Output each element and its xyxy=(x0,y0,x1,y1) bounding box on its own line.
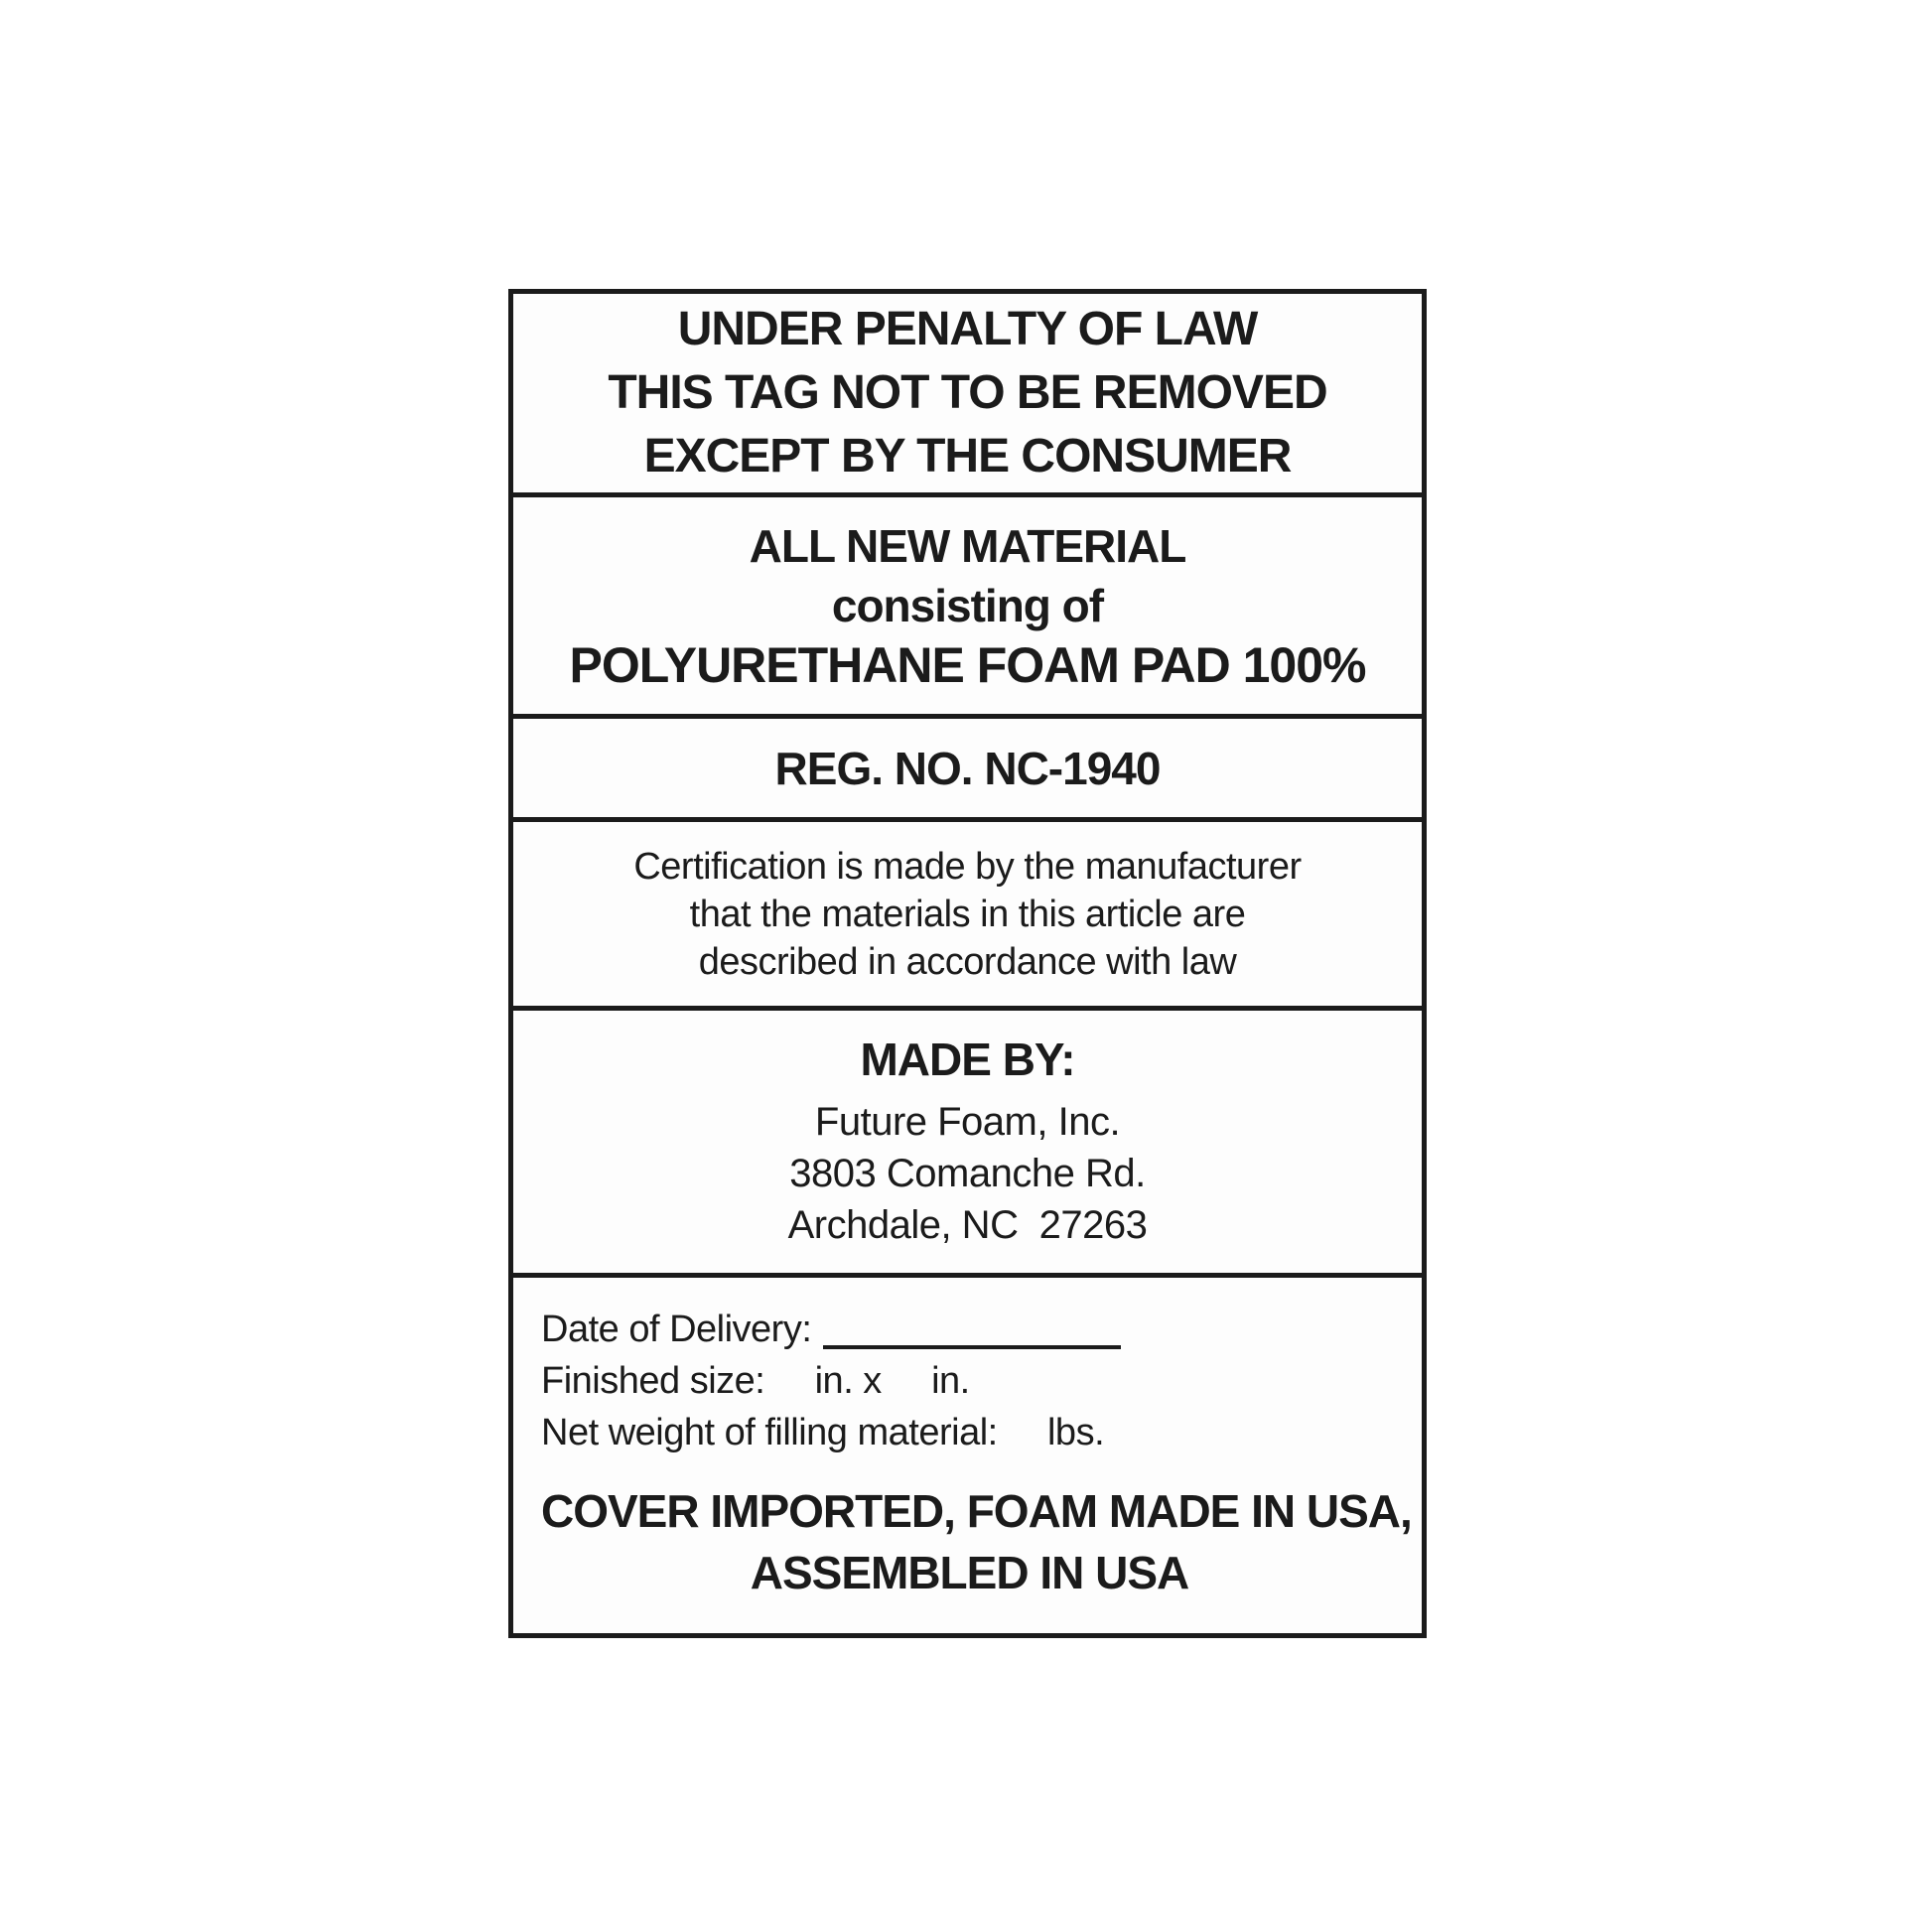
penalty-line-3: EXCEPT BY THE CONSUMER xyxy=(643,430,1292,483)
origin-line-1: COVER IMPORTED, FOAM MADE IN USA, xyxy=(541,1485,1412,1537)
manufacturer-city-state-zip: Archdale, NC 27263 xyxy=(787,1203,1148,1247)
penalty-section xyxy=(513,294,1422,492)
origin-line-2: ASSEMBLED IN USA xyxy=(750,1547,1189,1598)
material-line-3: POLYURETHANE FOAM PAD 100% xyxy=(569,637,1366,693)
certification-section xyxy=(513,817,1422,1006)
certification-line-2: that the materials in this article are xyxy=(689,893,1246,935)
made-by-section xyxy=(513,1006,1422,1273)
certification-line-3: described in accordance with law xyxy=(698,940,1237,983)
made-by-heading: MADE BY: xyxy=(860,1034,1075,1085)
net-weight-row: Net weight of filling material: lbs. xyxy=(541,1412,1105,1453)
registration-number: REG. NO. NC-1940 xyxy=(774,742,1161,794)
origin-statement xyxy=(541,1480,1412,1607)
material-line-2: consisting of xyxy=(831,580,1104,631)
manufacturer-street: 3803 Comanche Rd. xyxy=(789,1152,1146,1195)
penalty-line-1: UNDER PENALTY OF LAW xyxy=(677,303,1258,355)
certification-line-1: Certification is made by the manufacturer xyxy=(633,845,1302,888)
manufacturer-name: Future Foam, Inc. xyxy=(814,1100,1121,1144)
penalty-line-2: THIS TAG NOT TO BE REMOVED xyxy=(608,366,1327,419)
date-of-delivery-label: Date of Delivery: xyxy=(541,1309,812,1350)
material-line-1: ALL NEW MATERIAL xyxy=(749,520,1186,572)
registration-section xyxy=(513,714,1422,817)
material-section xyxy=(513,492,1422,714)
finished-size-row: Finished size: in. x in. xyxy=(541,1360,970,1402)
date-of-delivery-blank xyxy=(823,1345,1121,1349)
date-of-delivery-row xyxy=(541,1304,1398,1355)
law-tag xyxy=(508,289,1427,1638)
details-section xyxy=(513,1273,1422,1633)
